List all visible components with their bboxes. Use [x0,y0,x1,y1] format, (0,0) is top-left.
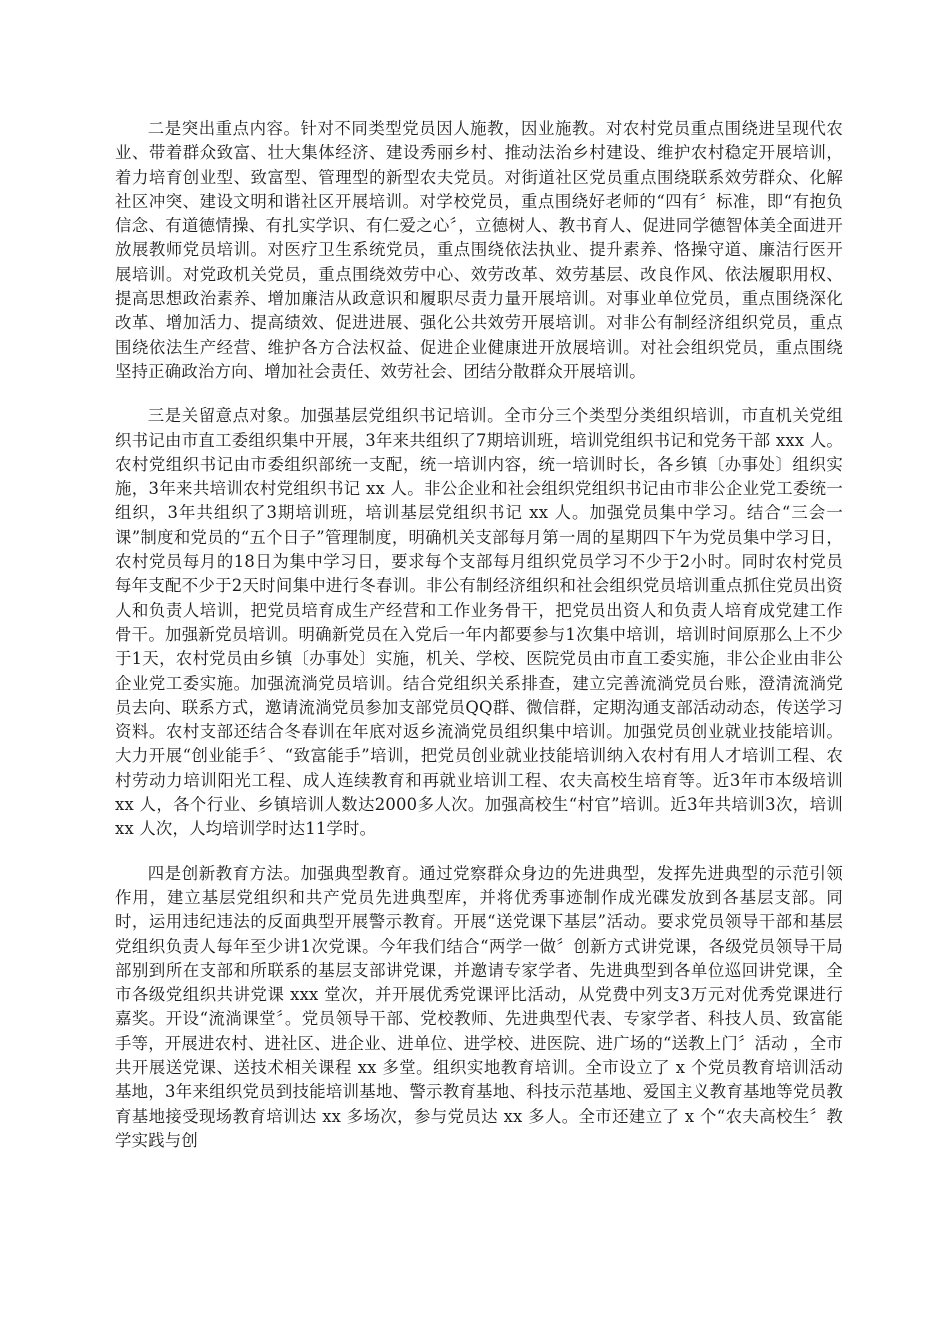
paragraph-key-targets: 三是关留意点对象。加强基层党组织书记培训。全市分三个类型分类组织培训，市直机关党组织书记由市直工委组织集中开展，3年来共组织了7期培训班，培训党组织书记和党务干部 xxx 人。农村党组织书记由市委组织部统一支配，统一培训内容，统一培训时长，各乡镇〔办事处〕组织实施，3年来共培训农村党组织书记 xx 人。非公企业和社会组织党组织书记由市非公企业党工委统一组织，3年共组织了3期培训班，培训基层党组织书记 xx 人。加强党员集中学习。结合“三会一课”制度和党员的“五个日子”管理制度，明确机关支部每月第一周的星期四下午为党员集中学习日，农村党员每月的18日为集中学习日，要求每个支部每月组织党员学习不少于2小时。同时农村党员每年支配不少于2天时间集中进行冬春训。非公有制经济组织和社会组织党员培训重点抓住党员出资人和负责人培训，把党员培育成生产经营和工作业务骨干，把党员出资人和负责人培育成党建工作骨干。加强新党员培训。明确新党员在入党后一年内都要参与1次集中培训，培训时间原那么上不少于1天，农村党员由乡镇〔办事处〕实施，机关、学校、医院党员由市直工委实施，非公企业由非公企业党工委实施。加强流淌党员培训。结合党组织关系排查，建立完善流淌党员台账，澄清流淌党员去向、联系方式，邀请流淌党员参加支部党员QQ群、微信群，定期沟通支部活动动态，传送学习资料。农村支部还结合冬春训在年底对返乡流淌党员组织集中培训。加强党员创业就业技能培训。 大力开展“创业能手〞、“致富能手”培训，把党员创业就业技能培训纳入农村有用人才培训工程、农村劳动力培训阳光工程、成人连续教育和再就业培训工程、农夫高校生培育等。近3年市本级培训 xx 人，各个行业、乡镇培训人数达2000多人次。加强高校生“村官”培训。近3年共培训3次，培训 xx 人次，人均培训学时达11学时。 [115,406,843,839]
paragraph-focus-content: 二是突出重点内容。针对不同类型党员因人施教，因业施教。对农村党员重点围绕进呈现代农业、带着群众致富、壮大集体经济、建设秀丽乡村、推动法治乡村建设、维护农村稳定开展培训，着力培育创业型、致富型、管理型的新型农夫党员。对街道社区党员重点围绕联系效劳群众、化解社区冲突、建设文明和谐社区开展培训。对学校党员，重点围绕好老师的“四有〞标准，即“有抱负信念、有道德情操、有扎实学识、有仁爱之心〞，立德树人、教书育人、促进同学德智体美全面进开放展教师党员培训。对医疗卫生系统党员，重点围绕依法执业、提升素养、恪操守道、廉洁行医开展培训。对党政机关党员，重点围绕效劳中心、效劳改革、效劳基层、改良作风、依法履职用权、提高思想政治素养、增加廉洁从政意识和履职尽责力量开展培训。对事业单位党员，重点围绕深化改革、增加活力、提高绩效、促进进展、强化公共效劳开展培训。对非公有制经济组织党员，重点围绕依法生产经营、维护各方合法权益、促进企业健康进开放展培训。对社会组织党员，重点围绕坚持正确政治方向、增加社会责任、效劳社会、团结分散群众开展培训。 [115,119,843,381]
document-body [115,117,843,1153]
paragraph-innovative-methods: 四是创新教育方法。加强典型教育。通过党察群众身边的先进典型，发挥先进典型的示范引领作用，建立基层党组织和共产党员先进典型库，并将优秀事迹制作成光碟发放到各基层支部。同时，运用违纪违法的反面典型开展警示教育。开展“送党课下基层”活动。要求党员领导干部和基层党组织负责人每年至少讲1次党课。今年我们结合“两学一做〞创新方式讲党课，各级党员领导干局部别到所在支部和所联系的基层支部讲党课，并邀请专家学者、先进典型到各单位巡回讲党课，全市各级党组织共讲党课 xxx 堂次，并开展优秀党课评比活动，从党费中列支3万元对优秀党课进行嘉奖。开设“流淌课堂〞。党员领导干部、党校教师、先进典型代表、专家学者、科技人员、致富能手等，开展进农村、进社区、进企业、进单位、进学校、进医院、进广场的“送教上门〞活动 ，全市共开展送党课、送技术相关课程 xx 多堂。组织实地教育培训。全市设立了 x 个党员教育培训活动基地，3年来组织党员到技能培训基地、警示教育基地、科技示范基地、爱国主义教育基地等党员教育基地接受现场教育培训达 xx 多场次，参与党员达 xx 多人。全市还建立了 x 个“农夫高校生〞教学实践与创 [115,863,843,1150]
